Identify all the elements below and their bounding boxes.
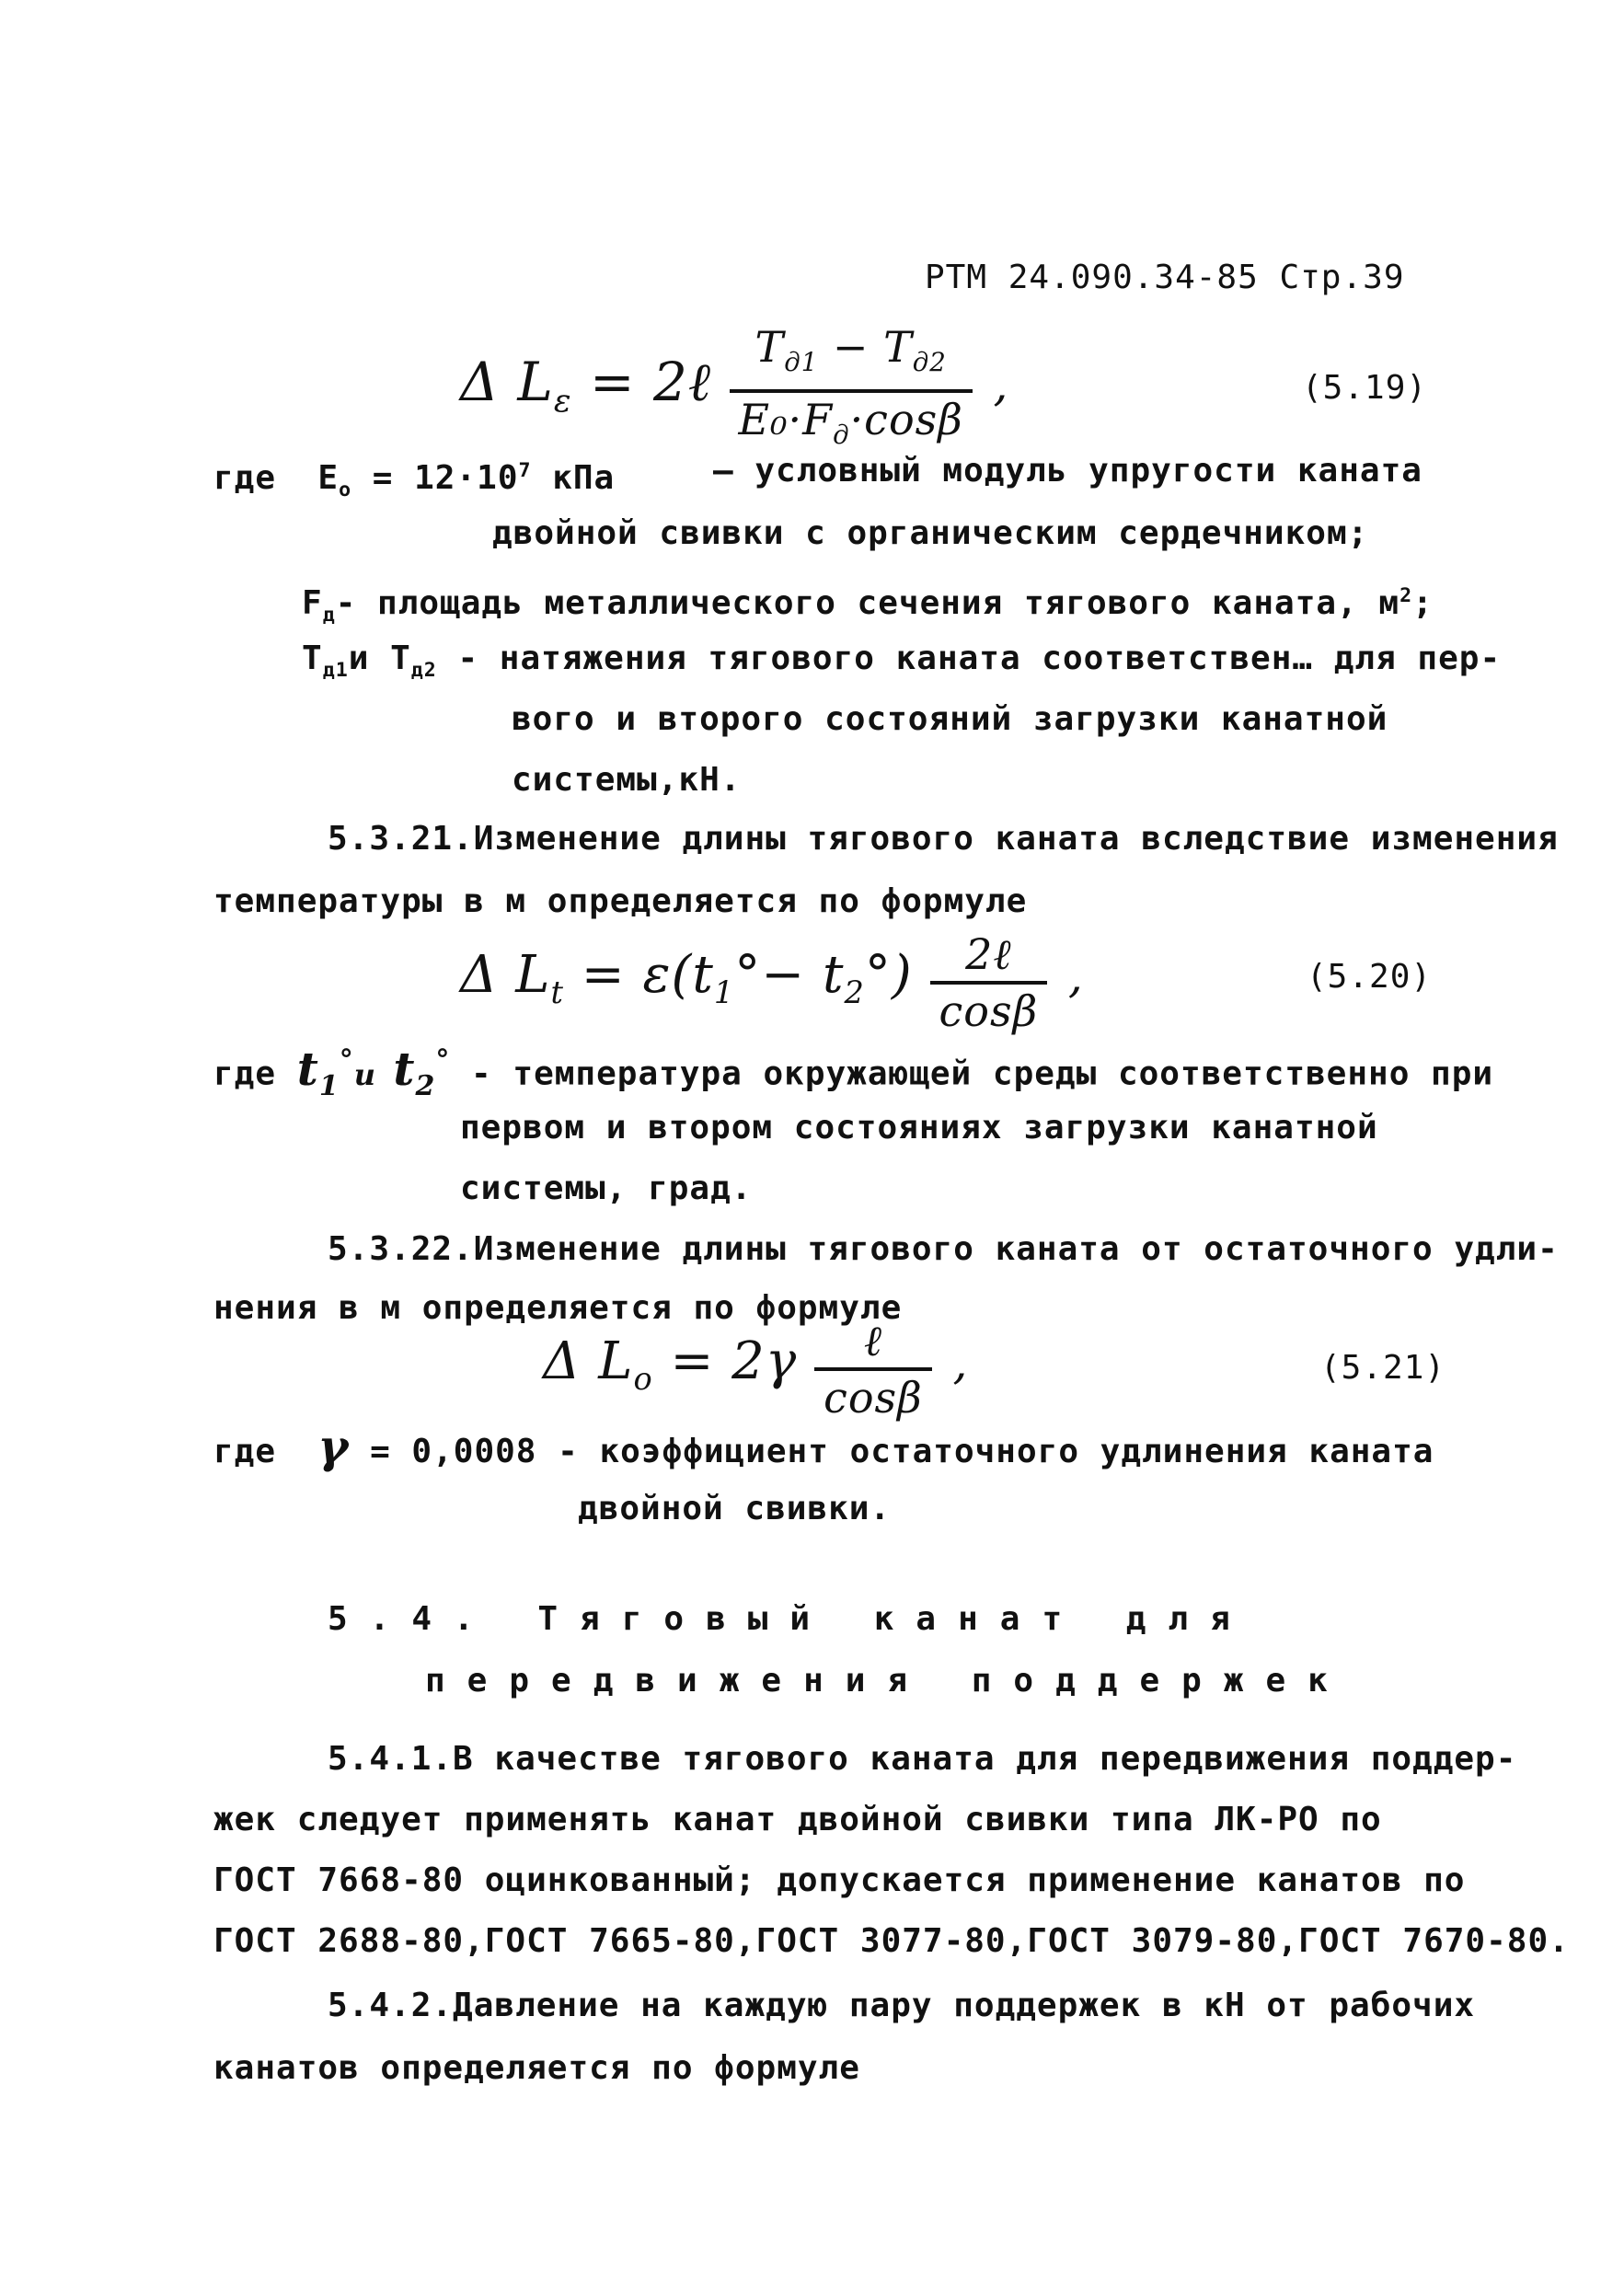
equation-5-19 (460, 322, 1008, 460)
equation-5-21-label: (5.21) (1320, 1349, 1446, 1387)
td-definition: $T_{д1}и$ $T_{д2}$ - натяжения тягового каната соответствен… для пер- (302, 640, 1502, 683)
equation-5-21 (543, 1316, 968, 1423)
para-5-4-1-line4: ГОСТ 2688-80,ГОСТ 7665-80,ГОСТ 3077-80,ГОСТ 3079-80,ГОСТ 7670-80. (213, 1922, 1570, 1960)
para-5-4-2-line1: 5.4.2.Давление на каждую пару поддержек в кН от рабочих (328, 1987, 1476, 2024)
td-definition-line2: вого и второго состояний загрузки канатной (512, 700, 1388, 738)
eq520-tail: , (1067, 950, 1084, 1003)
equation-5-20-label: (5.20) (1307, 958, 1433, 996)
where-gamma-line: где γ = 0,0008 - коэффициент остаточного удлинения каната (213, 1419, 1434, 1473)
equation-5-20 (460, 929, 1084, 1036)
td-definition-line3: системы,кН. (512, 761, 742, 799)
where-e0-line: где $E_o = 12\cdot 10^7$ кПа (213, 459, 616, 502)
eq521-tail: , (952, 1336, 969, 1389)
eq520-fraction: $\frac{\text{2ℓ}}{\cos\beta}$ (930, 929, 1048, 1036)
section-title-line2: передвижения поддержек (425, 1662, 1350, 1700)
para-5-4-1-line3: ГОСТ 7668-80 оцинкованный; допускается применение канатов по (213, 1861, 1466, 1899)
para-5-4-1-line1: 5.4.1.В качестве тягового каната для передвижения поддер- (328, 1740, 1517, 1778)
eq520-lhs: Δ $L_t = \varepsilon(t_1^\circ- t_2^\circ)$ (460, 945, 930, 1011)
eq521-fraction: $\frac{\text{ℓ}}{\cos\beta}$ (814, 1316, 932, 1423)
para-5-4-2-line2: канатов определяется по формуле (213, 2049, 860, 2087)
where-e0-desc-line2: двойной свивки с органическим сердечником; (492, 514, 1369, 552)
where-gamma-line2: двойной свивки. (578, 1490, 892, 1527)
where-e0-desc: — условный модуль упругости каната (713, 452, 1422, 490)
equation-5-19-label: (5.19) (1302, 369, 1428, 407)
section-title-line1: 5.4. Тяговый канат для (328, 1600, 1252, 1638)
eq519-fraction: $\frac{T_{д1} - T_{д2}}{E_0\cdot F_д\cdot\cos\beta}$ (730, 322, 973, 460)
eq519-lhs: Δ $L_\varepsilon$ = 2ℓ (460, 351, 730, 421)
para-5-3-22-line2: нения в м определяется по формуле (213, 1289, 903, 1327)
para-5-3-22-line1: 5.3.22.Изменение длины тягового каната от остаточного удли- (328, 1230, 1559, 1268)
eq521-lhs: Δ $L_о = 2\gamma$ (543, 1331, 815, 1398)
where-t-line3: системы, град. (460, 1170, 753, 1207)
para-5-3-21-line1: 5.3.21.Изменение длины тягового каната вследствие изменения (328, 820, 1559, 858)
fd-definition: $F_д-$ площадь металлического сечения тягового каната, $м^2$; (302, 584, 1434, 628)
para-5-4-1-line2: жек следует применять канат двойной свивки типа ЛК-РО по (213, 1801, 1382, 1838)
eq519-tail: , (993, 358, 1009, 412)
where-t-line: где $t_1^\circ и$ $t_2^\circ$ - температура окружающей среды соответственно при (213, 1041, 1494, 1102)
where-t-line2: первом и втором состояниях загрузки канатной (460, 1109, 1378, 1146)
para-5-3-21-line2: температуры в м определяется по формуле (213, 882, 1028, 920)
page-header: РТМ 24.090.34-85 Стр.39 (925, 259, 1405, 296)
